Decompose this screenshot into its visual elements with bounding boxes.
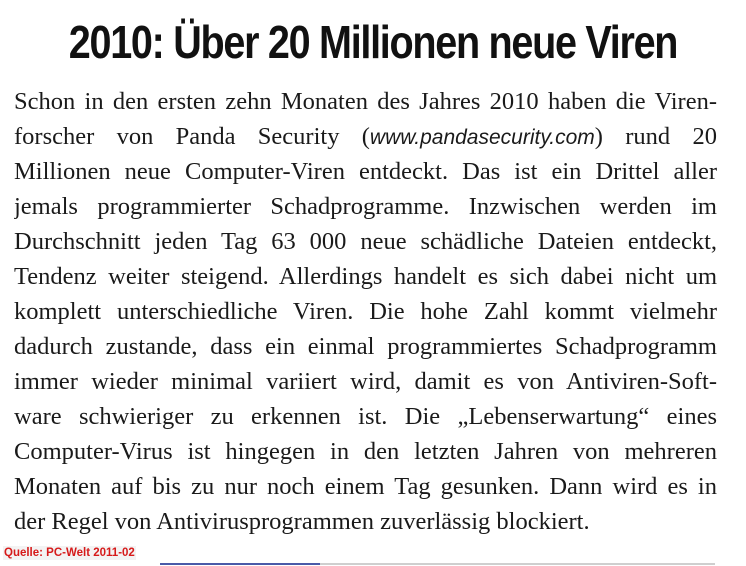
body-line: ware schwieriger zu erkennen ist. Die „Lebenserwartung“ eines	[14, 403, 717, 430]
body-line: Monaten auf bis zu nur noch einem Tag gesunken. Dann wird es in	[14, 473, 717, 500]
body-line: der Regel von Antivirusprogrammen zuverlässig blockiert.	[14, 508, 590, 535]
body-line: Computer-Virus ist hingegen in den letzten Jahren von mehreren	[14, 438, 717, 465]
body-line: Schon in den ersten zehn Monaten des Jahres 2010 haben die Viren-	[14, 88, 717, 115]
body-line: immer wieder minimal variiert wird, damit es von Antiviren-Soft-	[14, 368, 717, 395]
body-line: jemals programmierter Schadprogramme. Inzwischen werden im	[14, 193, 717, 220]
website-link: www.pandasecurity.com	[369, 126, 595, 149]
body-line: komplett unterschiedliche Viren. Die hohe Zahl kommt vielmehr	[14, 298, 717, 325]
article-body	[14, 84, 717, 544]
body-line: dadurch zustande, dass ein einmal programmiertes Schadprogramm	[14, 333, 717, 360]
body-line: Tendenz weiter steigend. Allerdings handelt es sich dabei nicht um	[14, 263, 717, 290]
body-line: Durchschnitt jeden Tag 63 000 neue schädliche Dateien entdeckt,	[14, 228, 717, 255]
bottom-divider-accent	[160, 563, 320, 565]
body-line	[14, 119, 717, 154]
source-caption: Quelle: PC-Welt 2011-02	[4, 547, 135, 559]
body-text: ) rund 20	[594, 123, 717, 150]
headline: 2010: Über 20 Millionen neue Viren	[68, 16, 678, 68]
body-text: forscher von Panda Security (	[14, 123, 370, 150]
body-line: Millionen neue Computer-Viren entdeckt. Das ist ein Drittel aller	[14, 158, 717, 185]
